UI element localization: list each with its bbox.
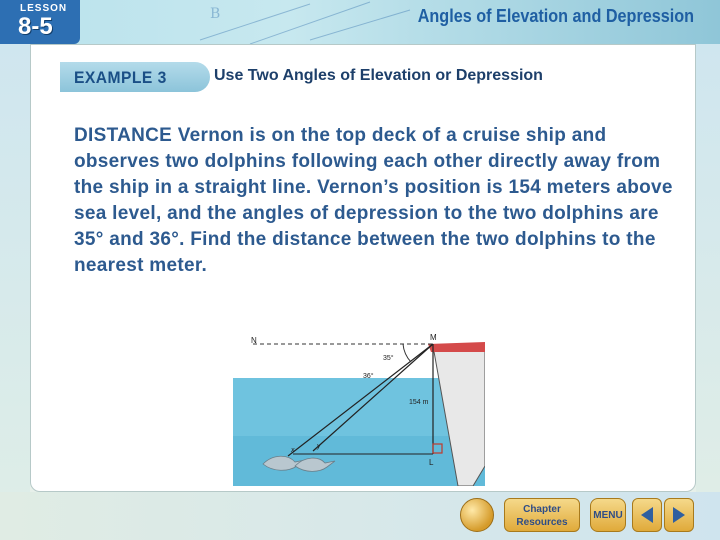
example-tab bbox=[60, 62, 210, 92]
chapter-resources-button[interactable] bbox=[504, 498, 580, 532]
svg-text:B: B bbox=[210, 6, 221, 22]
problem-body: Vernon is on the top deck of a cruise ship and observes two dolphins following each other directly away from the ship in a straight line. Vernon’s position is 154 meters above sea level, and the angles of depression to the two dolphins are 35° and 36°. Find the distance between the two dolphins to the nearest meter. bbox=[74, 125, 673, 276]
point-m-label: M bbox=[430, 333, 437, 342]
menu-button-label: MENU bbox=[593, 510, 623, 521]
angle-35-label: 35° bbox=[383, 355, 394, 362]
header-band bbox=[0, 0, 720, 44]
lesson-badge bbox=[0, 0, 80, 44]
previous-button[interactable] bbox=[632, 498, 662, 532]
menu-button[interactable] bbox=[590, 498, 626, 532]
lesson-number: 8-5 bbox=[18, 13, 53, 40]
header-sketch-decoration bbox=[190, 0, 420, 44]
lesson-word: LESSON bbox=[20, 3, 68, 14]
triangle-right-icon bbox=[671, 506, 687, 524]
angle-36-label: 36° bbox=[363, 373, 374, 380]
label-y: y bbox=[317, 443, 321, 450]
globe-icon[interactable] bbox=[460, 498, 494, 532]
height-label: 154 m bbox=[409, 399, 429, 406]
triangle-left-icon bbox=[639, 506, 655, 524]
next-button[interactable] bbox=[664, 498, 694, 532]
example-title: Use Two Angles of Elevation or Depression bbox=[214, 67, 543, 84]
point-l-label: L bbox=[429, 458, 434, 467]
point-n-label: N bbox=[251, 336, 257, 345]
left-border bbox=[0, 44, 30, 540]
chapter-line-2: Resources bbox=[516, 517, 568, 528]
dolphin-diagram bbox=[233, 316, 485, 486]
example-tab-label: EXAMPLE 3 bbox=[74, 68, 167, 87]
chapter-resources-label bbox=[505, 503, 579, 529]
chapter-line-1: Chapter bbox=[523, 504, 561, 515]
problem-text bbox=[74, 123, 674, 279]
lesson-title: Angles of Elevation and Depression bbox=[417, 6, 694, 26]
right-border bbox=[696, 44, 720, 540]
problem-lead: DISTANCE bbox=[74, 125, 173, 146]
label-x: x bbox=[291, 447, 295, 454]
